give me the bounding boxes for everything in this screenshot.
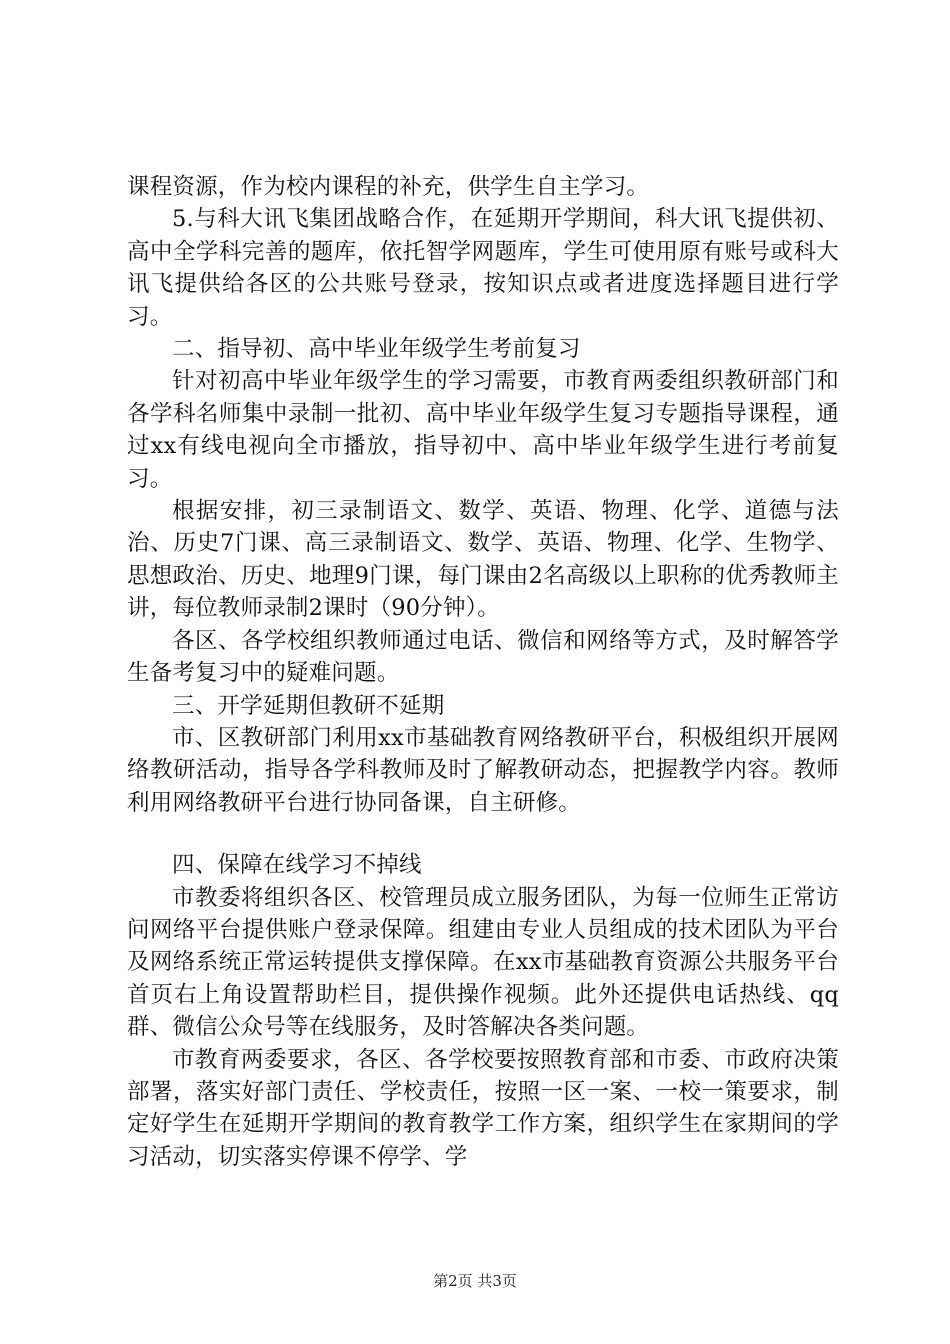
paragraph-1: 课程资源，作为校内课程的补充，供学生自主学习。 [127,174,650,200]
paragraph-2: 5.与科大讯飞集团战略合作，在延期开学期间，科大讯飞提供初、高中全学科完善的题库，依托智学网题库，学生可使用原有账号或科大讯飞提供给各区的公共账号登录，按知识点或者进度选择题目进行学习。 [127,206,839,330]
paragraph-6: 各区、各学校组织教师通过电话、微信和网络等方式，及时解答学生备考复习中的疑难问题。 [127,627,839,687]
section-heading-2: 二、指导初、高中毕业年级学生考前复习 [172,336,581,363]
paragraph-10: 市教委将组织各区、校管理员成立服务团队，为每一位师生正常访问网络平台提供账户登录保障。组建由专业人员组成的技术团队为平台及网络系统正常运转提供支撑保障。在xx市基础教育资源公共服务平台首页右上角设置帮助栏目，提供操作视频。此外还提供电话热线、qq群、微信公众号等在线服务，及时答解决各类问题。 [127,884,839,1041]
paragraph-8: 市、区教研部门利用xx市基础教育网络教研平台，积极组织开展网络教研活动，指导各学科教师及时了解教研动态，把握教学内容。教师利用网络教研平台进行协同备课，自主研修。 [127,724,839,816]
paragraph-5: 根据安排，初三录制语文、数学、英语、物理、化学、道德与法治、历史7门课、高三录制语文、数学、英语、物理、化学、生物学、思想政治、历史、地理9门课，每门课由2名高级以上职称的优秀教师主讲，每位教师录制2课时（90分钟）。 [127,498,839,622]
paragraph-4: 针对初高中毕业年级学生的学习需要，市教育两委组织教研部门和各学科名师集中录制一批初、高中毕业年级学生复习专题指导课程，通过xx有线电视向全市播放，指导初中、高中毕业年级学生进行考前复习。 [127,368,839,492]
document-body [127,171,839,1173]
paragraph-11: 市教育两委要求，各区、各学校要按照教育部和市委、市政府决策部署，落实好部门责任、学校责任，按照一区一案、一校一策要求，制定好学生在延期开学期间的教育教学工作方案，组织学生在家期间的学习活动，切实落实停课不停学、学 [127,1046,839,1170]
paragraph-gap [127,819,839,849]
section-heading-4: 四、保障在线学习不掉线 [172,852,422,879]
page-footer: 第2页 共3页 [433,1272,517,1290]
section-heading-3: 三、开学延期但教研不延期 [172,692,445,719]
